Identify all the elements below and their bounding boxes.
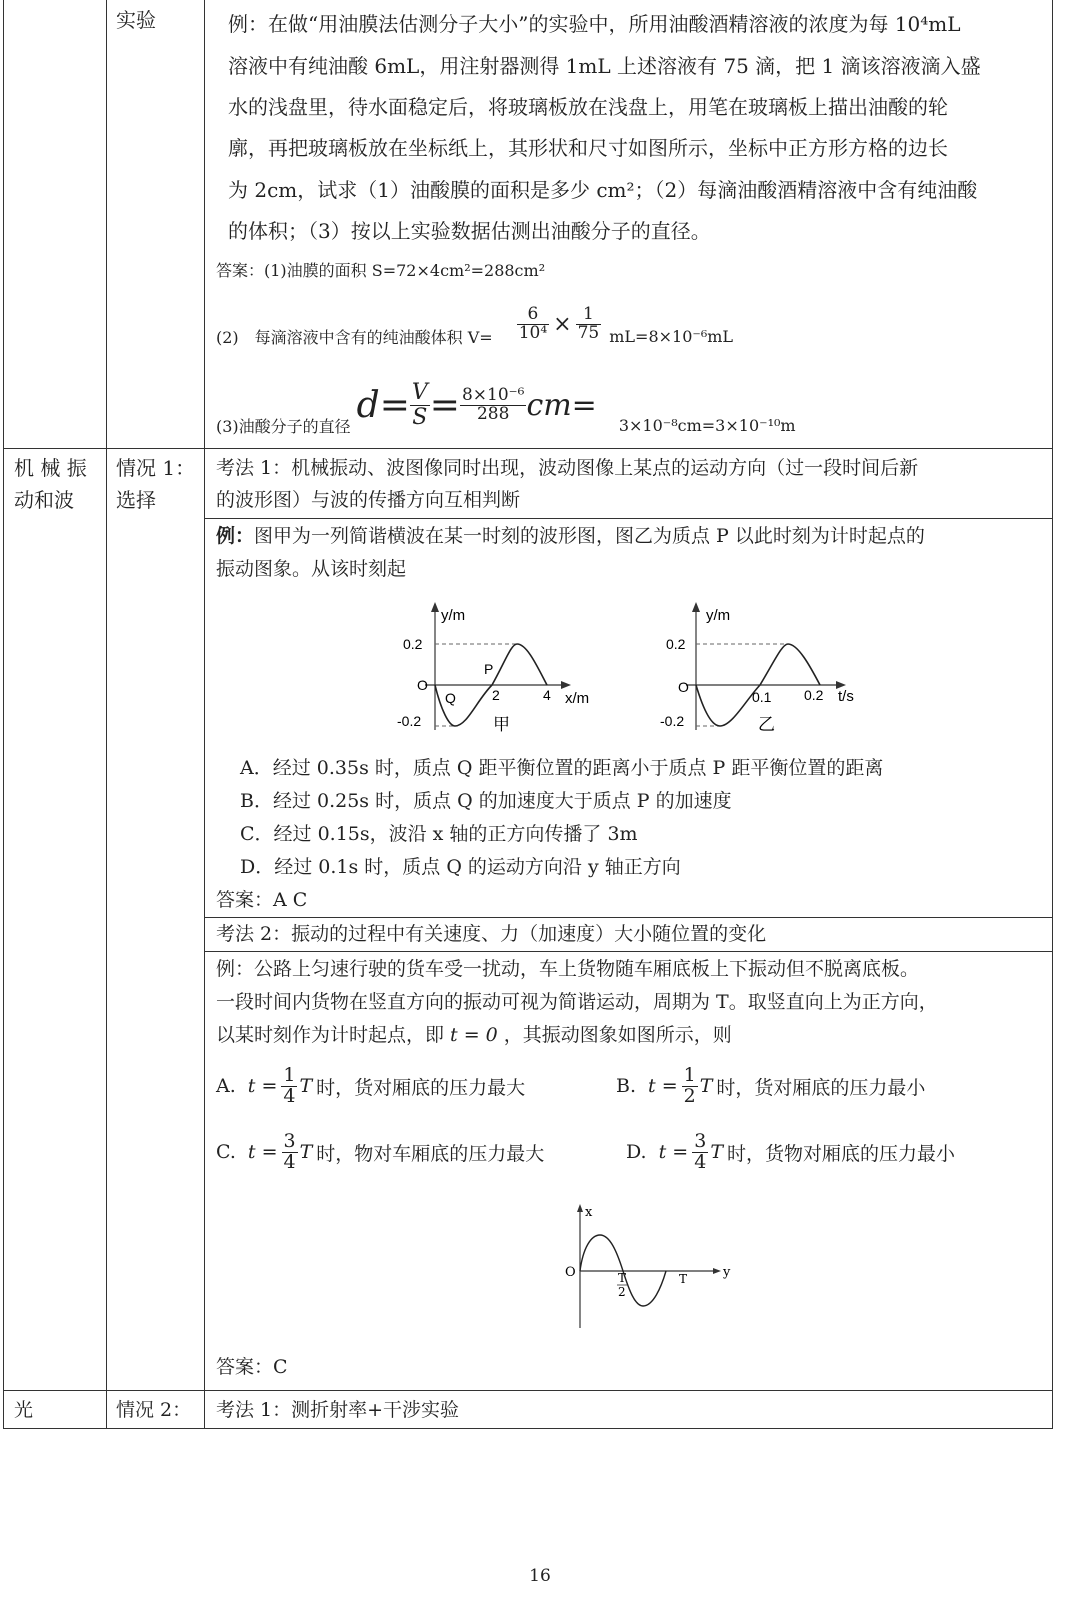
option2-b (616, 1056, 925, 1116)
situation-line: 情况 1： (116, 456, 196, 480)
fraction-numerator: 3 (694, 1129, 707, 1152)
option-text: 时，货对厢底的压力最大 (316, 1076, 526, 1099)
fraction-numerator: 8×10⁻⁶ (461, 384, 525, 405)
fraction-numerator: V (411, 380, 428, 406)
sub-divider-method2 (204, 951, 1053, 952)
fraction-denominator: S (412, 404, 428, 430)
method2: 考法 2：振动的过程中有关速度、力（加速度）大小随位置的变化 (216, 923, 767, 945)
origin-label: O (565, 1265, 576, 1280)
option-letter: D. (626, 1141, 647, 1163)
method-light: 考法 1：测折射率+干涉实验 (216, 1399, 460, 1421)
vibration-graph-yi (660, 600, 870, 740)
point-q-label: Q (445, 690, 456, 706)
origin-label: O (417, 677, 428, 693)
times-sign: × (553, 311, 572, 337)
example-label: 例： (216, 525, 255, 547)
option-d: D．经过 0.1s 时，质点 Q 的运动方向沿 y 轴正方向 (240, 856, 681, 878)
option-text: 时，货对厢底的压力最小 (716, 1076, 926, 1099)
situation-light: 情况 2： (116, 1399, 192, 1421)
horizontal-axis-label: y (723, 1265, 731, 1280)
y-label: y/m (441, 607, 466, 624)
page-number: 16 (529, 1566, 551, 1586)
example2-prefix: 以某时刻作为计时起点，即 (216, 1024, 445, 1046)
question-line: 为 2cm，试求（1）油酸膜的面积是多少 cm²；（2）每滴油酸酒精溶液中含有纯油酸 (228, 178, 978, 202)
formula-d: d= (356, 384, 410, 426)
horizontal-axis-arrow (713, 1268, 721, 1274)
y-label: y/m (706, 607, 731, 624)
option2-d (626, 1122, 955, 1182)
example2-line (216, 1019, 1034, 1052)
t-equals-zero: t = 0 (450, 1024, 498, 1046)
table-left-border (3, 0, 4, 1428)
formula-equals: = (429, 384, 460, 426)
tick-neg: -0.2 (660, 713, 685, 729)
fraction-denominator: 4 (283, 1150, 296, 1173)
category-light: 光 (14, 1399, 34, 1421)
caption-yi: 乙 (758, 715, 775, 735)
question-line: 廓，再把玻璃板放在坐标纸上，其形状和尺寸如图所示，坐标中正方形方格的边长 (228, 136, 948, 160)
category-wave (14, 452, 87, 516)
example2-suffix: ，其振动图象如图所示，则 (503, 1024, 732, 1046)
fraction-denominator: 288 (476, 403, 510, 424)
fraction-numerator: 3 (283, 1129, 296, 1152)
example-text: 图甲为一列简谐横波在某一时刻的波形图，图乙为质点 P 以此时刻为计时起点的 (254, 525, 925, 547)
fraction-numerator: 1 (283, 1063, 296, 1086)
origin-label: O (678, 679, 689, 695)
tick-neg: -0.2 (397, 713, 422, 729)
fraction-1-over-75 (576, 303, 602, 343)
x-tick: 0.2 (804, 687, 824, 703)
method1-line: 的波形图）与波的传播方向互相判断 (216, 489, 521, 511)
point-p-label: P (484, 661, 494, 677)
diameter-result: 3×10⁻⁸cm=3×10⁻¹⁰m (618, 415, 796, 435)
diameter-prefix: (3)油酸分子的直径 (216, 416, 351, 436)
y-axis-arrow (692, 602, 700, 612)
question-line: 例：在做“用油膜法估测分子大小”的实验中，所用油酸酒精溶液的浓度为每 10⁴mL (228, 12, 961, 36)
row-divider-wave (3, 1390, 1053, 1391)
fraction-denominator: 4 (694, 1150, 707, 1173)
option-fraction (282, 1129, 298, 1173)
category-line: 动和波 (14, 488, 74, 512)
cargo-vibration-graph (555, 1200, 755, 1335)
x-label: x/m (565, 690, 590, 707)
answer1: 答案：A C (216, 889, 308, 911)
situation-wave (116, 452, 195, 516)
fraction-denominator: 10⁴ (518, 322, 548, 343)
fraction-8e-6-over-288 (460, 384, 526, 424)
question-line: 溶液中有纯油酸 6mL，用注射器测得 1mL 上述溶液有 75 滴，把 1 滴该溶液滴入盛 (228, 54, 981, 78)
option2-a (216, 1056, 525, 1116)
example2-line: 例：公路上匀速行驶的货车受一扰动，车上货物随车厢底板上下振动但不脱离底板。 (216, 958, 920, 980)
option-letter: B. (616, 1075, 637, 1097)
table-col-divider-1 (106, 0, 107, 1428)
option-var: T (299, 1141, 313, 1163)
option-var: T (699, 1075, 713, 1097)
option2-c (216, 1122, 544, 1182)
tick-pos: 0.2 (403, 636, 423, 652)
option-var: T (299, 1075, 313, 1097)
option-a: A．经过 0.35s 时，质点 Q 距平衡位置的距离小于质点 P 距平衡位置的距离 (240, 757, 884, 779)
fraction-6-over-10e4 (517, 303, 549, 343)
x-tick: 2 (492, 687, 500, 703)
option-text: 时，物对车厢底的压力最大 (316, 1142, 545, 1165)
table-col-divider-2 (204, 0, 205, 1428)
fraction-denominator: 4 (283, 1084, 296, 1107)
x-axis-arrow (561, 681, 571, 689)
fraction-v-over-s (410, 381, 430, 428)
wave-graph-jia (395, 600, 615, 740)
category-line: 机 械 振 (14, 456, 87, 480)
fraction-denominator: 2 (683, 1084, 696, 1107)
y-axis-arrow (431, 602, 439, 612)
situation-experiment: 实验 (116, 8, 156, 32)
situation-line: 选择 (116, 488, 156, 512)
answer-line-area: 答案：(1)油膜的面积 S=72×4cm²=288cm² (216, 261, 546, 280)
tick-pos: 0.2 (666, 636, 686, 652)
caption-jia: 甲 (493, 715, 510, 735)
table-right-border (1052, 0, 1053, 1428)
option-text: 时，货物对厢底的压力最小 (727, 1142, 956, 1165)
fraction-numerator: 6 (517, 306, 549, 325)
full-period-label: T (679, 1272, 688, 1286)
option-lhs: t = (247, 1141, 278, 1163)
option-letter: A. (216, 1075, 236, 1097)
example1-line (216, 520, 1034, 553)
example2-line: 一段时间内货物在竖直方向的振动可视为简谐运动，周期为 T。取竖直向上为正方向， (216, 991, 938, 1013)
vertical-axis-arrow (577, 1204, 583, 1212)
formula-cm: cm= (526, 387, 597, 423)
option-var: T (710, 1141, 723, 1163)
method1-line: 考法 1：机械振动、波图像同时出现，波动图像上某点的运动方向（过一段时间后新 (216, 457, 919, 479)
table-bottom-border (3, 1428, 1053, 1429)
fraction-numerator: 1 (576, 306, 602, 325)
answer2: 答案：C (216, 1356, 288, 1378)
fraction-numerator: 1 (683, 1063, 696, 1086)
example1-line: 振动图象。从该时刻起 (216, 558, 407, 580)
question-line: 水的浅盘里，待水面稳定后，将玻璃板放在浅盘上，用笔在玻璃板上描出油酸的轮 (228, 95, 948, 119)
x-tick: 0.1 (752, 689, 772, 705)
answer-line-diameter (216, 370, 796, 440)
question-line: 的体积；（3）按以上实验数据估测出油酸分子的直径。 (228, 219, 711, 243)
answer-line-volume (216, 294, 733, 354)
volume-prefix: (2) 每滴溶液中含有的纯油酸体积 V= (216, 327, 493, 347)
row-divider-experiment (3, 448, 1053, 449)
option-fraction (692, 1129, 708, 1173)
volume-result: mL=8×10⁻⁶mL (609, 326, 734, 346)
vertical-axis-label: x (585, 1205, 593, 1220)
option-fraction (682, 1063, 698, 1107)
option-b: B．经过 0.25s 时，质点 Q 的加速度大于质点 P 的加速度 (240, 790, 732, 812)
x-label: t/s (838, 688, 854, 705)
option-letter: C. (216, 1141, 236, 1163)
sub-divider-method1 (204, 518, 1053, 519)
fraction-denominator: 75 (577, 322, 600, 343)
option-lhs: t = (658, 1141, 689, 1163)
half-period-num: T (618, 1271, 627, 1285)
option-lhs: t = (648, 1075, 678, 1097)
option-c: C．经过 0.15s，波沿 x 轴的正方向传播了 3m (240, 823, 638, 845)
half-period-den: 2 (618, 1285, 626, 1299)
option-lhs: t = (247, 1075, 278, 1097)
option-fraction (281, 1063, 297, 1107)
x-tick: 4 (543, 687, 551, 703)
